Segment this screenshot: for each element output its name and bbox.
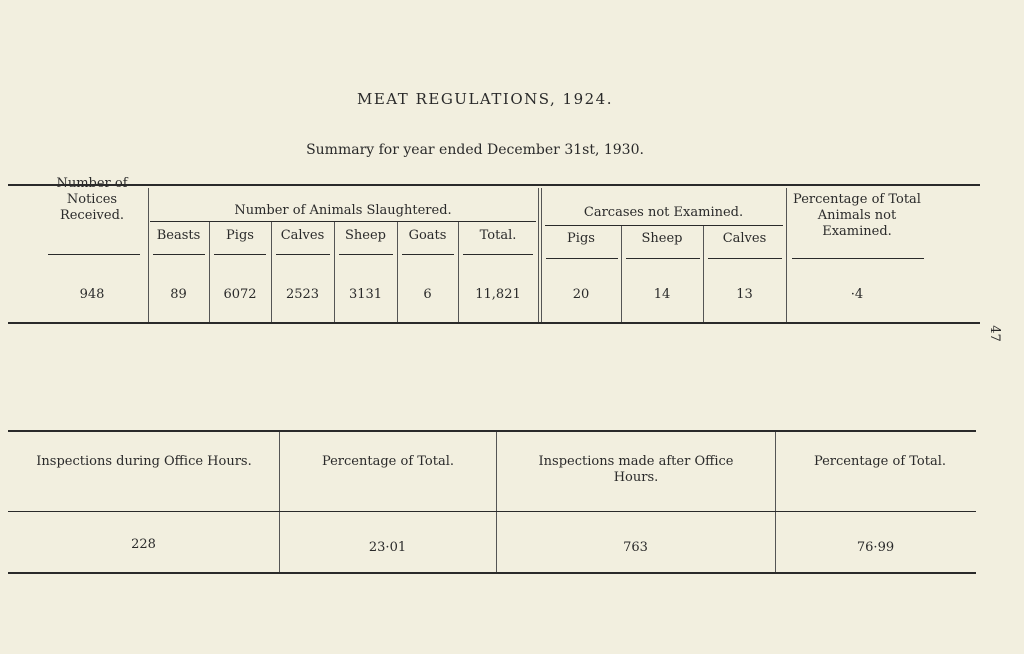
column-header-not-examined-sheep: Sheep [641,231,683,246]
after-hours-header: Inspections made after Office Hours. [538,454,734,485]
sheep-value: 3131 [348,287,383,302]
percentage-header: Percentage of Total Animals not Examined. [793,192,921,239]
column-header-goats: Goats [408,228,447,243]
pigs-value: 6072 [223,287,257,302]
not-examined-sheep-value: 14 [653,287,671,302]
column-header-sheep: Sheep [345,228,386,243]
column-underline [276,254,330,255]
column-underline [463,254,533,255]
table1-top-rule [8,184,980,186]
office-hours-percentage-header: Percentage of Total. [321,454,455,469]
table1-bottom-rule [8,322,980,324]
not-examined-header: Carcases not Examined. [583,205,744,220]
column-header-beasts: Beasts [156,228,201,243]
after-hours-percentage-value: 76·99 [856,540,895,555]
column-underline [708,258,782,259]
column-underline [792,258,924,259]
after-hours-value: 763 [623,540,648,555]
column-underline [626,258,700,259]
percentage-value: ·4 [850,287,864,302]
page-number: 47 [986,325,1002,342]
column-header-pigs: Pigs [226,228,254,243]
column-header-not-examined-calves: Calves [722,231,767,246]
column-header-not-examined-pigs: Pigs [567,231,595,246]
total-value: 11,821 [475,287,521,302]
after-hours-percentage-header: Percentage of Total. [813,454,947,469]
page-subtitle: Summary for year ended December 31st, 1930. [306,142,644,158]
office-hours-value: 228 [131,537,156,552]
divider [786,188,787,322]
column-header-total: Total. [479,228,517,243]
beasts-value: 89 [170,287,187,302]
office-hours-percentage-value: 23·01 [368,540,407,555]
notices-header: Number of Notices Received. [56,176,128,223]
office-hours-header: Inspections during Office Hours. [36,454,252,469]
table2-bottom-rule [8,572,976,574]
table2-top-rule [8,430,976,432]
slaughtered-header: Number of Animals Slaughtered. [234,203,452,218]
calves-value: 2523 [285,287,320,302]
notices-value: 948 [79,287,105,302]
column-header-calves: Calves [280,228,325,243]
page-title: MEAT REGULATIONS, 1924. [356,90,613,108]
divider [538,188,539,322]
not-examined-calves-value: 13 [736,287,753,302]
column-underline [402,254,454,255]
column-underline [214,254,266,255]
column-underline [48,254,140,255]
column-underline [339,254,393,255]
not-examined-pigs-value: 20 [572,287,590,302]
group-underline [150,221,536,222]
group-underline [545,225,783,226]
column-underline [153,254,205,255]
column-underline [546,258,618,259]
header-underline [8,511,976,512]
goats-value: 6 [423,287,432,302]
